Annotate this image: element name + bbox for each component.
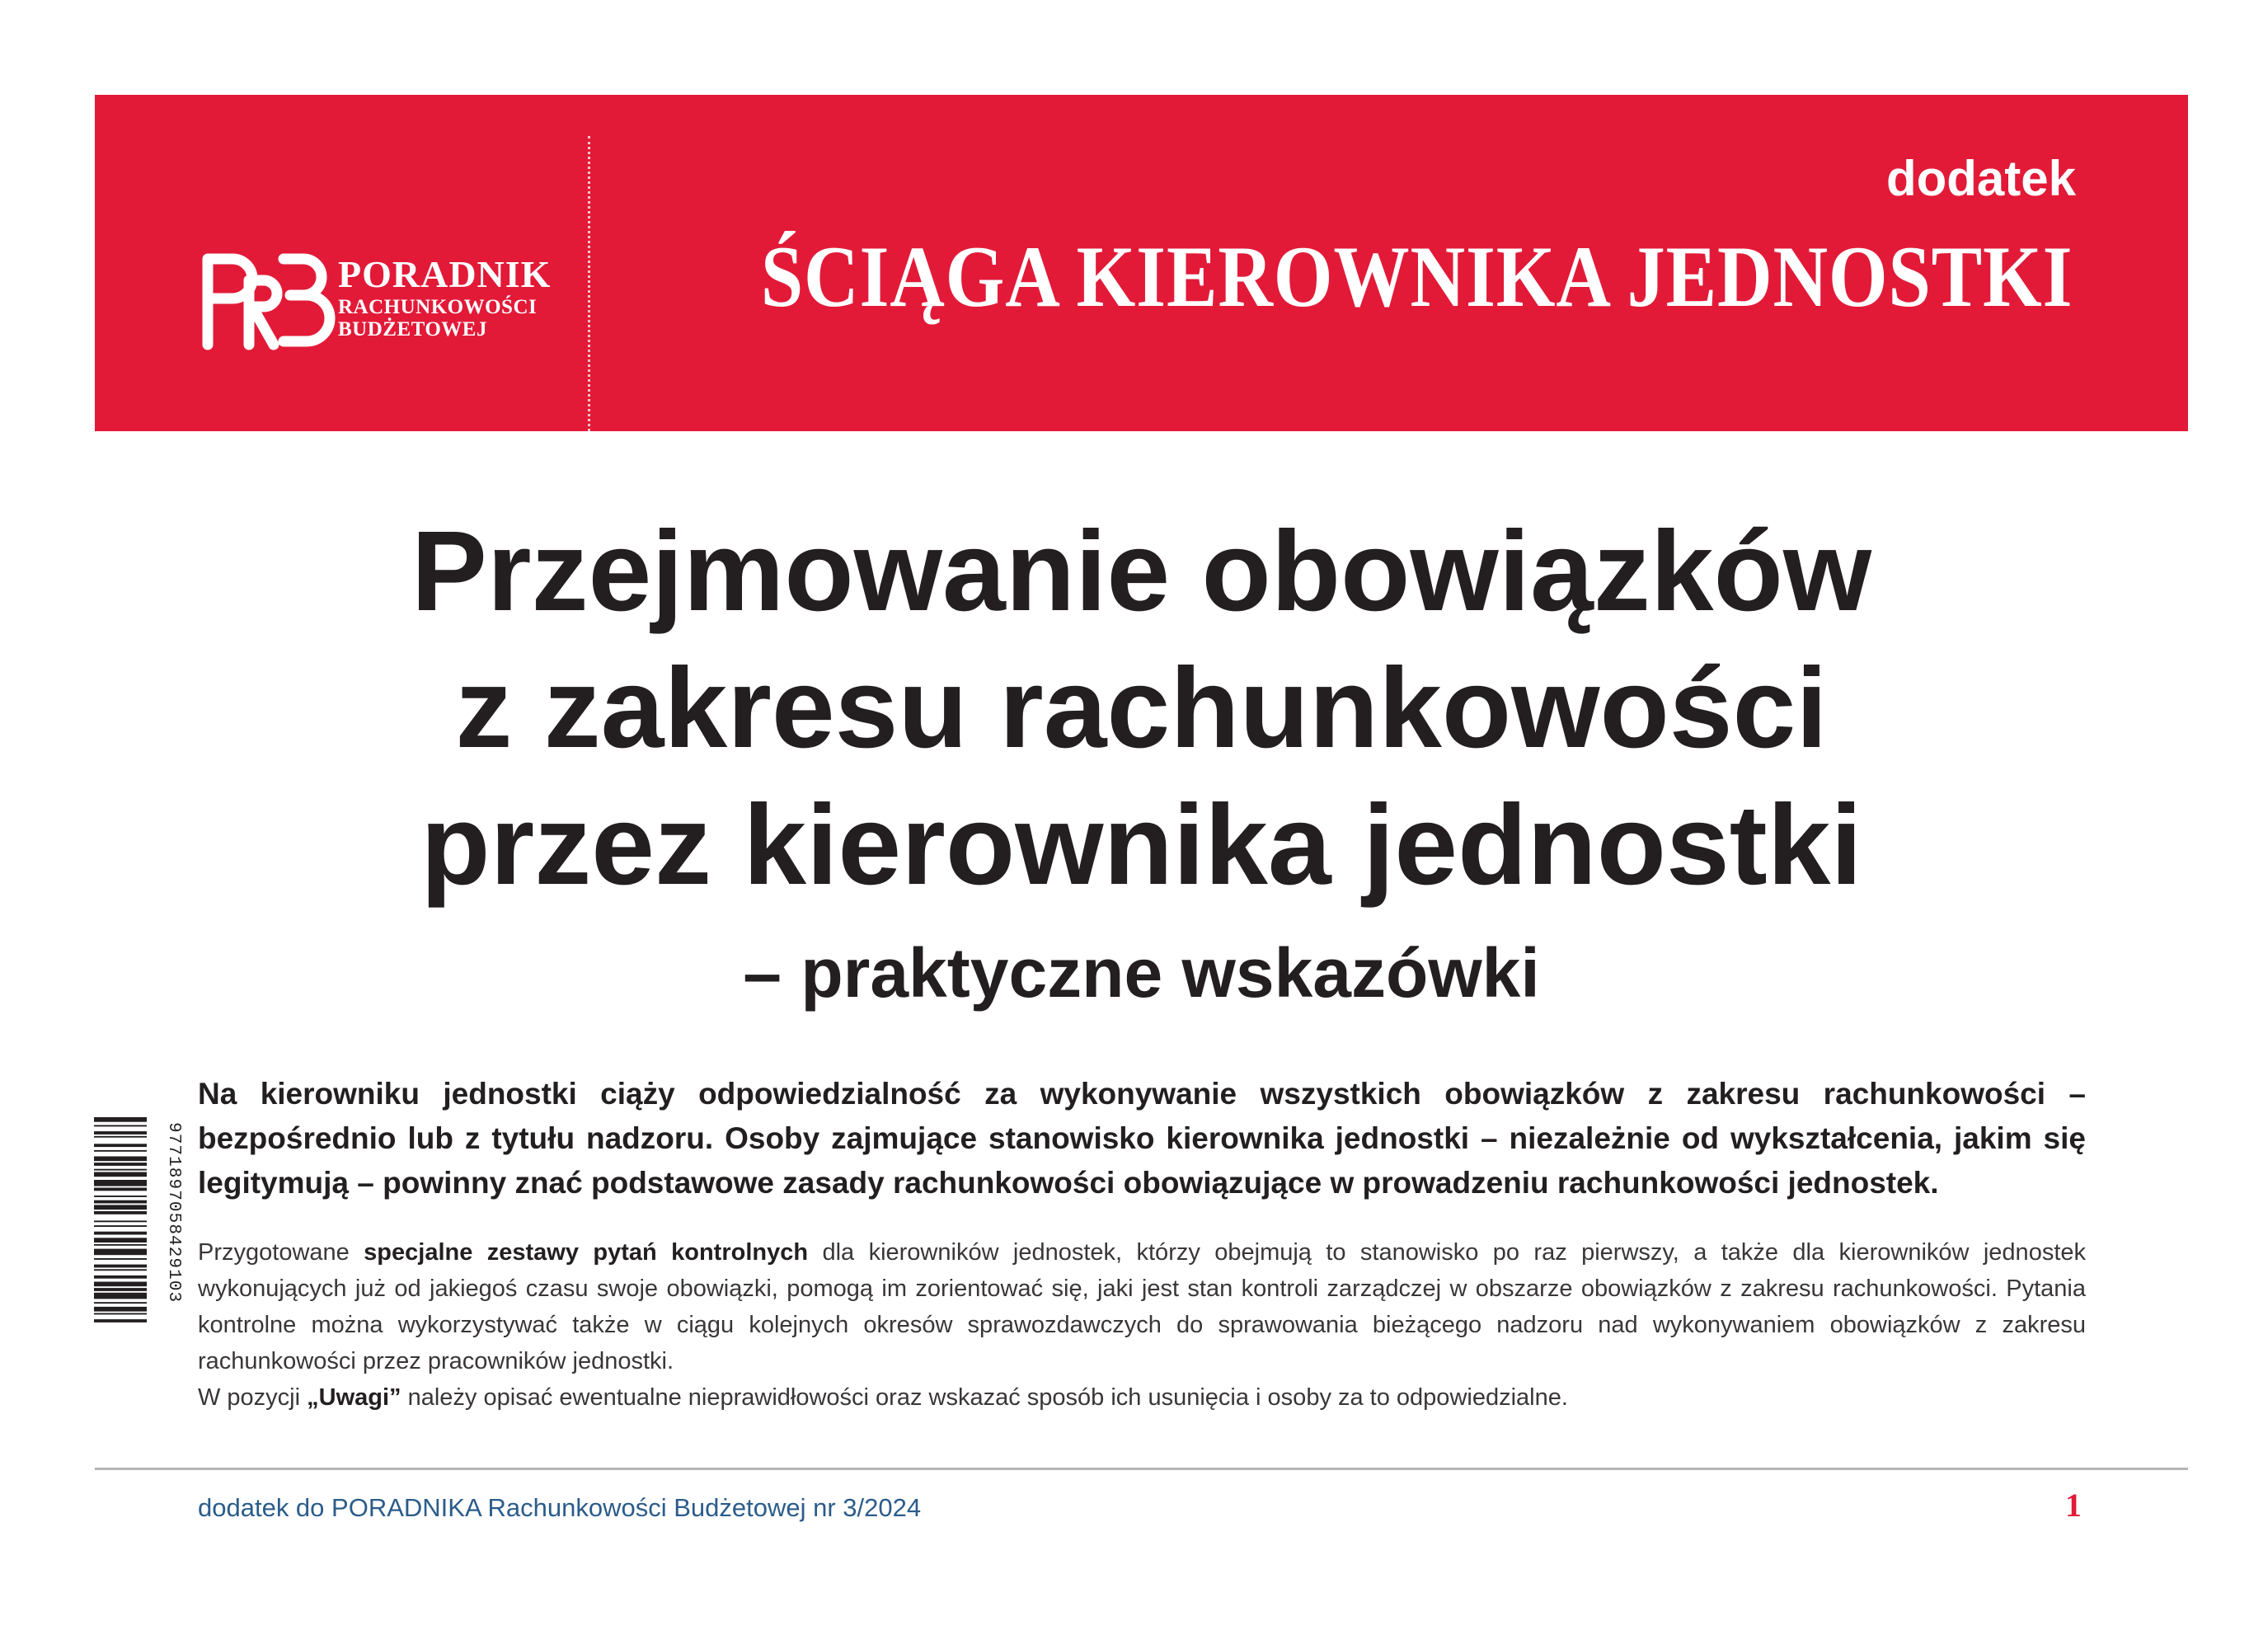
page-number: 1 [2065, 1487, 2082, 1524]
barcode-bar [94, 1313, 147, 1315]
barcode-bar [94, 1125, 147, 1127]
page-subtitle: – praktyczne wskazówki [743, 934, 1540, 1012]
lead-paragraph: Na kierowniku jednostki ciąży odpowiedzialność za wykonywanie wszystkich obowiązków z zakresu rachunkowości – bezpośrednio lub z tytułu nadzoru. Osoby zajmujące stanowisko kierownika jednostki – niezależnie od wykształcenia, jakim się legitymują – powinny znać podstawowe zasady rachunkowości obowiązujące w prowadzeniu rachunkowości jednostek. [198, 1077, 2086, 1200]
body-p2-emphasis: „Uwagi” [307, 1384, 401, 1411]
body-p2-rest: należy opisać ewentualne nieprawidłowości oraz wskazać sposób ich usunięcia i osoby za to odpowiedzialne. [401, 1384, 1568, 1411]
body-p1-rest: dla kierowników jednostek, którzy obejmują to stanowisko po raz pierwszy, a także dla kierowników jednostek wykonujących już od jakiegoś czasu swoje obowiązki, pomogą im zorientować się, jaki jest stan kontroli zarządczej w obszarze obowiązków z zakresu rachunkowości. Pytania kontrolne można wykorzystywać także w ciągu kolejnych okresów sprawozdawczych do sprawowania bieżącego nadzoru nad wykonywaniem obowiązków z zakresu rachunkowości przez pracowników jednostki. [198, 1239, 2087, 1374]
barcode-bar [94, 1205, 147, 1210]
barcode-bar [94, 1150, 147, 1152]
logo-wordmark [338, 253, 552, 341]
barcode-bar [94, 1276, 147, 1279]
barcode-bar [94, 1220, 147, 1222]
barcode-bar [94, 1319, 147, 1322]
barcode-bar [94, 1144, 147, 1147]
barcode-bar [94, 1282, 147, 1287]
barcode-bar [94, 1288, 147, 1291]
footer-divider [95, 1468, 2188, 1470]
barcode-bar [94, 1302, 147, 1304]
barcode-icon [94, 1117, 183, 1414]
barcode-bar [94, 1211, 147, 1214]
logo-line-3: BUDŻETOWEJ [338, 318, 487, 341]
header-banner [95, 95, 2188, 431]
barcode-bar [94, 1232, 147, 1235]
footer-publication: dodatek do PORADNIKA Rachunkowości Budżetowej nr 3/2024 [198, 1493, 922, 1522]
barcode-bar [94, 1117, 147, 1122]
page-title-line-2: z zakresu rachunkowości [455, 645, 1828, 772]
body-paragraph-1 [198, 1234, 2086, 1379]
barcode-bar [94, 1258, 147, 1260]
barcode-bar [94, 1238, 147, 1243]
page-title-line-3: przez kierownika jednostki [420, 782, 1862, 909]
supplement-title: ŚCIĄGA KIEROWNIKA JEDNOSTKI [760, 228, 2073, 325]
barcode-bar [94, 1157, 147, 1162]
barcode-bar [94, 1163, 147, 1166]
barcode-bar [94, 1249, 147, 1256]
page-title [95, 503, 2188, 914]
barcode-bar [94, 1225, 147, 1227]
barcode-number: 9771897058429103 [164, 1122, 183, 1304]
page-title-line-1: Przejmowanie obowiązków [411, 508, 1872, 635]
barcode-bar [94, 1293, 147, 1299]
supplement-label: dodatek [1885, 151, 2076, 206]
barcode-bar [94, 1131, 147, 1135]
barcode-bar [94, 1180, 147, 1186]
publisher-logo [198, 247, 552, 355]
body-paragraph-2 [198, 1379, 2086, 1416]
barcode-bar [94, 1188, 147, 1191]
body-p2-start: W pozycji [198, 1384, 308, 1411]
barcode-bar [94, 1200, 147, 1204]
barcode-bar [94, 1244, 147, 1246]
banner-divider [588, 136, 590, 431]
logo-line-2: RACHUNKOWOŚCI [338, 296, 538, 318]
logo-line-1: PORADNIK [338, 253, 552, 295]
prb-logo-icon [198, 247, 330, 350]
barcode-bar [94, 1196, 147, 1197]
barcode-bar [94, 1265, 147, 1268]
body-p1-emphasis: specjalne zestawy pytań kontrolnych [364, 1239, 809, 1266]
barcode-bar [94, 1169, 147, 1171]
barcode-bar [94, 1136, 147, 1138]
barcode-bar [94, 1172, 147, 1177]
body-text [198, 1234, 2086, 1416]
body-p1-start: Przygotowane [198, 1239, 364, 1266]
barcode-bar [94, 1269, 147, 1271]
barcode-bar [94, 1307, 147, 1312]
